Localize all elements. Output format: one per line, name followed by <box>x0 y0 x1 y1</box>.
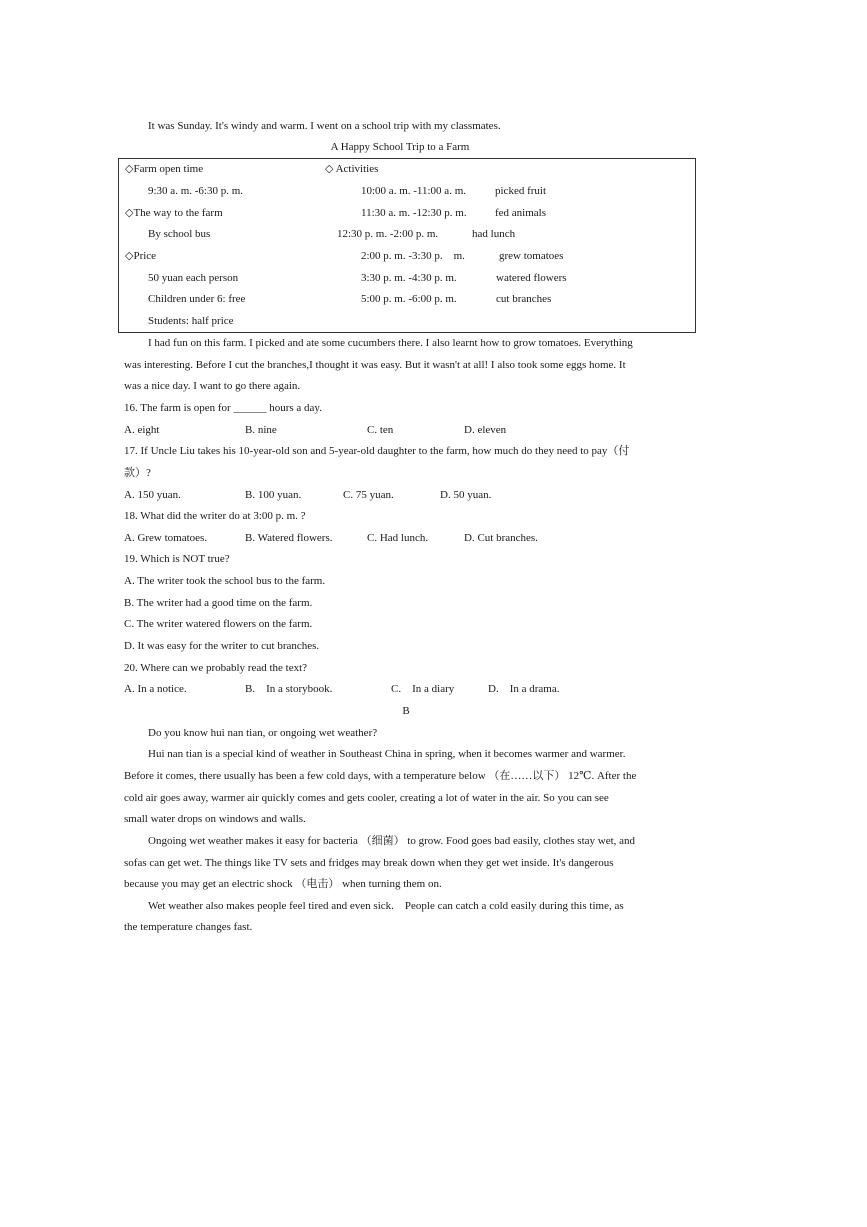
passage-b-line: the temperature changes fast. <box>124 921 253 933</box>
intro-text: It was Sunday. It's windy and warm. I went on a school trip with my classmates. <box>148 120 501 132</box>
option-c: C. 75 yuan. <box>343 489 394 501</box>
passage-b-line: sofas can get wet. The things like TV sets and fridges may break down when they get wet inside. It's dangerous <box>124 857 614 869</box>
notice-title: A Happy School Trip to a Farm <box>330 141 470 153</box>
activity-name: fed animals <box>495 207 547 219</box>
option-a: A. In a notice. <box>124 683 187 695</box>
activities-header: ◇ Activities <box>325 163 379 175</box>
question-stem: 16. The farm is open for ______ hours a day. <box>124 402 322 414</box>
passage-b-line: small water drops on windows and walls. <box>124 813 306 825</box>
price-line: 50 yuan each person <box>148 272 239 284</box>
option-a: A. eight <box>124 424 160 436</box>
activity-time: 10:00 a. m. -11:00 a. m. <box>361 185 466 197</box>
way-header: ◇The way to the farm <box>125 207 223 219</box>
activity-time: 12:30 p. m. -2:00 p. m. <box>337 228 439 240</box>
question-stem: 18. What did the writer do at 3:00 p. m. ? <box>124 510 306 522</box>
price-header: ◇Price <box>125 250 157 262</box>
passage-line: was a nice day. I want to go there again. <box>124 380 301 392</box>
passage-b-line: Wet weather also makes people feel tired and even sick. People can catch a cold easily during this time, as <box>148 900 624 912</box>
passage-line: I had fun on this farm. I picked and ate some cucumbers there. I also learnt how to grow tomatoes. Everything <box>148 337 633 349</box>
way-value: By school bus <box>148 228 211 240</box>
price-line: Children under 6: free <box>148 293 246 305</box>
option-b: B. nine <box>245 424 277 436</box>
question-stem: 20. Where can we probably read the text? <box>124 662 308 674</box>
activity-time: 11:30 a. m. -12:30 p. m. <box>361 207 467 219</box>
activity-time: 3:30 p. m. -4:30 p. m. <box>361 272 457 284</box>
passage-b-line: Ongoing wet weather makes it easy for bacteria （细菌） to grow. Food goes bad easily, clothes stay wet, and <box>148 835 636 847</box>
passage-b-line: Do you know hui nan tian, or ongoing wet weather? <box>148 727 378 739</box>
passage-b-line: Hui nan tian is a special kind of weather in Southeast China in spring, when it becomes warmer and warmer. <box>148 748 626 760</box>
option-c: C. ten <box>367 424 394 436</box>
passage-line: was interesting. Before I cut the branches,I thought it was easy. But it wasn't at all! I also took some eggs home. It <box>124 359 626 371</box>
activity-name: grew tomatoes <box>499 250 564 262</box>
question-stem: 19. Which is NOT true? <box>124 553 230 565</box>
open-time-value: 9:30 a. m. -6:30 p. m. <box>148 185 244 197</box>
activity-name: cut branches <box>496 293 552 305</box>
activity-time: 2:00 p. m. -3:30 p. m. <box>361 250 465 262</box>
option-d: D. It was easy for the writer to cut branches. <box>124 640 320 652</box>
activity-name: watered flowers <box>496 272 567 284</box>
option-a: A. The writer took the school bus to the farm. <box>124 575 326 587</box>
passage-b-line: because you may get an electric shock （电击） when turning them on. <box>124 878 442 890</box>
passage-b-line: cold air goes away, warmer air quickly comes and gets cooler, creating a lot of water in the air. So you can see <box>124 792 609 804</box>
option-d: D. Cut branches. <box>464 532 538 544</box>
option-b: B. In a storybook. <box>245 683 333 695</box>
option-a: A. 150 yuan. <box>124 489 181 501</box>
passage-b-line: Before it comes, there usually has been a few cold days, with a temperature below （在……以下） 12℃. After the <box>124 770 637 782</box>
price-line: Students: half price <box>148 315 234 327</box>
option-d: D. 50 yuan. <box>440 489 492 501</box>
option-b: B. Watered flowers. <box>245 532 333 544</box>
option-a: A. Grew tomatoes. <box>124 532 208 544</box>
option-c: C. In a diary <box>391 683 455 695</box>
activity-name: had lunch <box>472 228 516 240</box>
question-stem: 款）? <box>124 467 151 479</box>
option-c: C. Had lunch. <box>367 532 429 544</box>
option-b: B. The writer had a good time on the farm. <box>124 597 313 609</box>
question-stem: 17. If Uncle Liu takes his 10-year-old son and 5-year-old daughter to the farm, how much do they need to pay（付 <box>124 445 630 457</box>
activity-name: picked fruit <box>495 185 547 197</box>
option-b: B. 100 yuan. <box>245 489 302 501</box>
activity-time: 5:00 p. m. -6:00 p. m. <box>361 293 457 305</box>
option-d: D. In a drama. <box>488 683 560 695</box>
section-heading: B <box>402 705 410 717</box>
open-time-header: ◇Farm open time <box>125 163 204 175</box>
option-d: D. eleven <box>464 424 507 436</box>
option-c: C. The writer watered flowers on the farm. <box>124 618 313 630</box>
